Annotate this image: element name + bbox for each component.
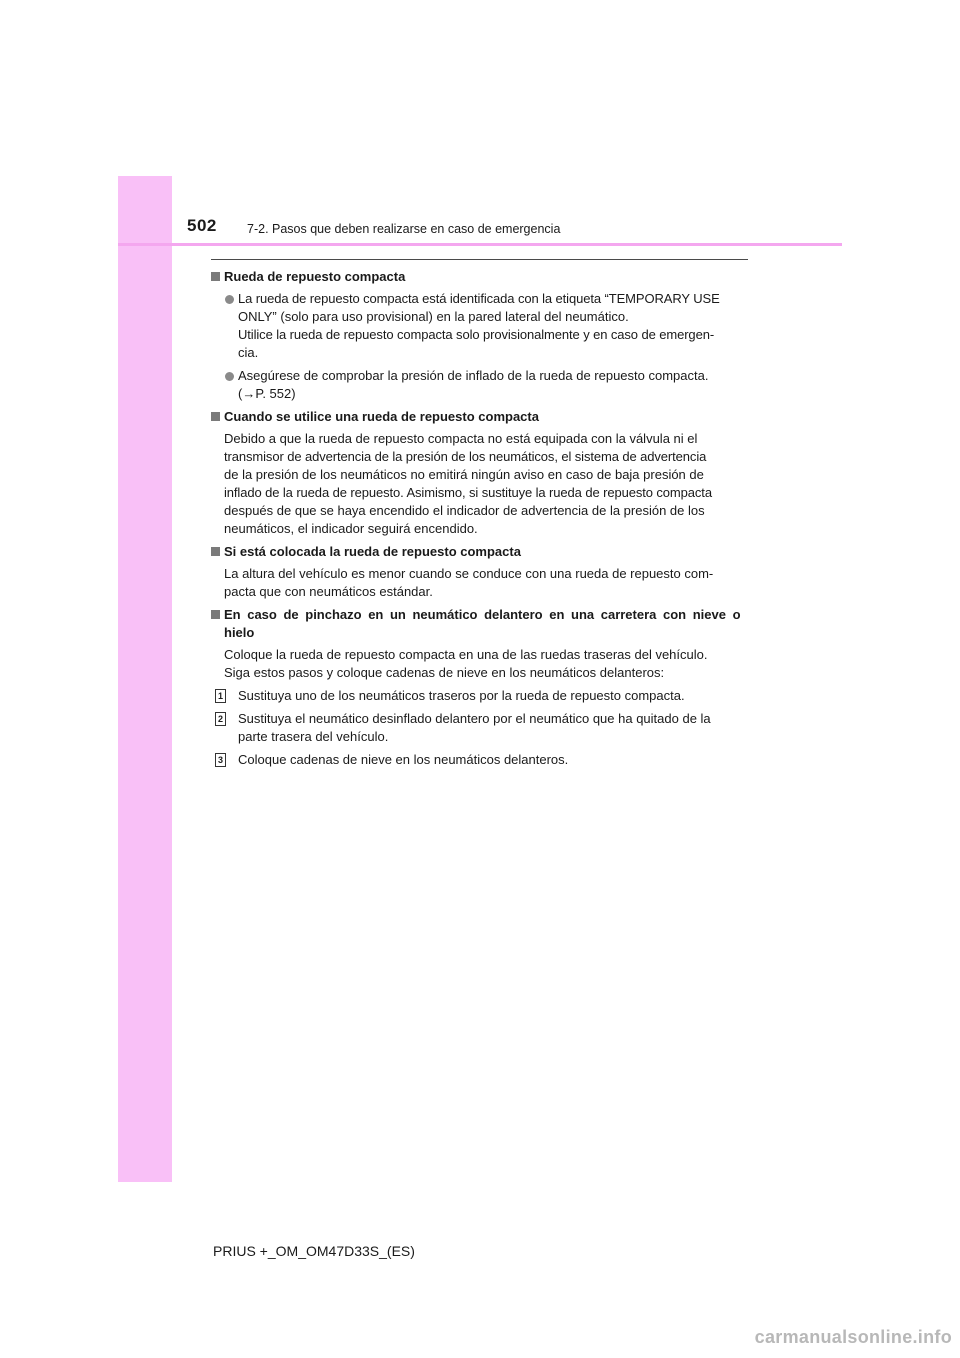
paragraph xyxy=(210,430,748,538)
content xyxy=(210,268,748,774)
heading-line: hielo xyxy=(224,625,255,640)
text-line: pacta que con neumáticos estándar. xyxy=(224,584,433,599)
bullet-dot-icon xyxy=(225,295,234,304)
heading-cuando-se-utilice: Cuando se utilice una rueda de repuesto compacta xyxy=(210,408,748,426)
content-divider xyxy=(211,259,748,260)
step-item xyxy=(210,751,748,769)
text-line: neumáticos, el indicador seguirá encendido. xyxy=(224,521,478,536)
paragraph xyxy=(210,646,748,682)
step-number-badge: 1 xyxy=(215,689,226,703)
page-number: 502 xyxy=(187,216,217,235)
heading-line: En caso de pinchazo en un neumático delantero en una carretera con nieve o xyxy=(224,607,741,622)
text-line: Sustituya uno de los neumáticos traseros por la rueda de repuesto compacta. xyxy=(238,688,685,703)
text-line: Coloque cadenas de nieve en los neumáticos delanteros. xyxy=(238,752,569,767)
bullet-dot-icon xyxy=(225,372,234,381)
text-line: Asegúrese de comprobar la presión de inflado de la rueda de repuesto compacta. xyxy=(238,368,709,383)
footer-manual-code: PRIUS +_OM_OM47D33S_(ES) xyxy=(213,1243,415,1259)
header-rule xyxy=(118,243,842,246)
heading-rueda-repuesto: Rueda de repuesto compacta xyxy=(210,268,748,286)
text-line: Sustituya el neumático desinflado delantero por el neumático que ha quitado de la xyxy=(238,711,711,726)
text-line: inflado de la rueda de repuesto. Asimismo, si sustituye la rueda de repuesto compacta xyxy=(224,485,712,500)
text-line: Siga estos pasos y coloque cadenas de nieve en los neumáticos delanteros: xyxy=(224,665,665,680)
watermark-logo: carmanualsonline.info xyxy=(754,1327,952,1347)
text-line: parte trasera del vehículo. xyxy=(238,729,389,744)
step-number-badge: 3 xyxy=(215,753,226,767)
page-reference: (→P. 552) xyxy=(238,386,296,401)
chapter-sidebar-tab xyxy=(118,176,172,1182)
bullet-item xyxy=(210,367,748,403)
text-line: Utilice la rueda de repuesto compacta solo provisionalmente y en caso de emergen- xyxy=(238,327,715,342)
text-line: ONLY” (solo para uso provisional) en la pared lateral del neumático. xyxy=(238,309,629,324)
text-line: La rueda de repuesto compacta está identificada con la etiqueta “TEMPORARY USE xyxy=(238,291,720,306)
text-line: de la presión de los neumáticos no emitirá ningún aviso en caso de baja presión de xyxy=(224,467,704,482)
heading-pinchazo-nieve xyxy=(210,606,748,642)
heading-si-esta-colocada: Si está colocada la rueda de repuesto compacta xyxy=(210,543,748,561)
text-line: Coloque la rueda de repuesto compacta en una de las ruedas traseras del vehículo. xyxy=(224,647,708,662)
bullet-item xyxy=(210,290,748,362)
text-line: cia. xyxy=(238,345,259,360)
text-line: La altura del vehículo es menor cuando se conduce con una rueda de repuesto com- xyxy=(224,566,714,581)
step-number-badge: 2 xyxy=(215,712,226,726)
text-line: Debido a que la rueda de repuesto compacta no está equipada con la válvula ni el xyxy=(224,431,698,446)
text-line: después de que se haya encendido el indicador de advertencia de la presión de los xyxy=(224,503,705,518)
paragraph xyxy=(210,565,748,601)
text-line: transmisor de advertencia de la presión de los neumáticos, el sistema de advertencia xyxy=(224,449,707,464)
step-item xyxy=(210,710,748,746)
step-item xyxy=(210,687,748,705)
section-title: 7-2. Pasos que deben realizarse en caso de emergencia xyxy=(247,222,561,236)
